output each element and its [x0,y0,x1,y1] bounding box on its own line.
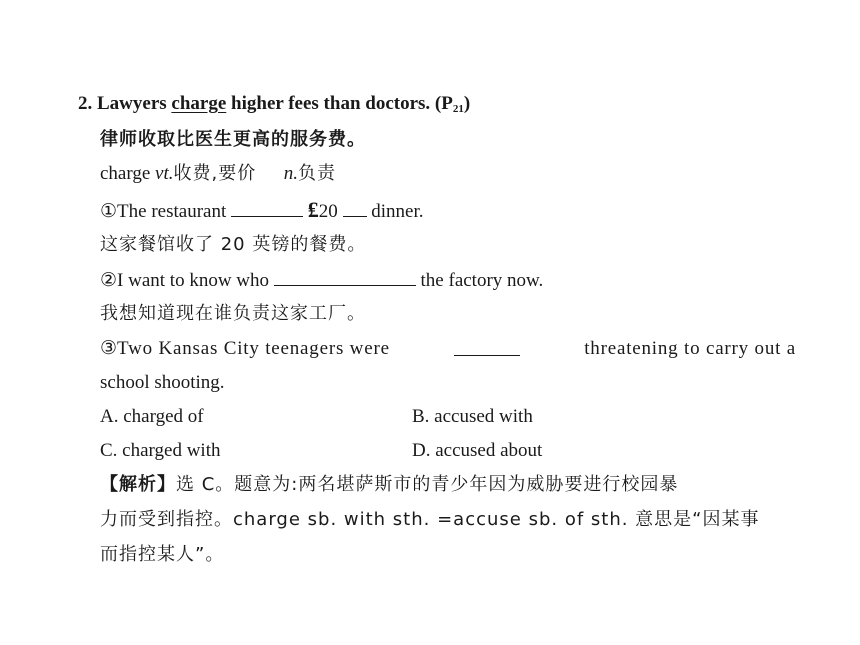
option-b[interactable]: B. accused with [412,406,533,427]
option-a[interactable]: A. charged of [100,406,204,427]
example-2 [100,267,543,293]
example-3 [100,337,796,361]
answer-blank[interactable] [343,198,367,217]
analysis-line-3: 而指控某人”。 [100,544,225,565]
example-1-translation: 这家餐馆收了 20 英镑的餐费。 [100,234,367,255]
option-d[interactable]: D. accused about [412,440,543,461]
currency-symbol: ₤ [307,197,319,222]
item-number: 2. [78,93,93,114]
analysis-line-2: 力而受到指控。charge sb. with sth. =accuse sb. of sth. 意思是“因某事 [100,509,760,530]
example-2-translation: 我想知道现在谁负责这家工厂。 [100,303,366,324]
example-1 [100,198,424,224]
analysis-label: 【解析】 [100,474,176,495]
item-sentence [78,92,470,121]
vocab-word: charge [100,163,151,184]
example-1-marker: ① [100,201,118,222]
page-reference: $(P_{21})$ [434,93,471,115]
example-3-part-a: ③Two Kansas City teenagers were [100,338,390,359]
example-2-marker: ② [100,270,118,291]
sentence-keyword: charge [171,93,227,114]
example-1-text-a: The restaurant [117,201,227,222]
vocab-pos2: n. [283,163,298,184]
answer-blank[interactable] [274,267,416,286]
sentence-after: higher fees than doctors. [231,93,431,114]
vocab-meaning1: 收费,要价 [173,163,257,184]
example-1-text-b: dinner. [371,201,424,222]
item-translation: 律师收取比医生更高的服务费。 [100,129,366,150]
example-3-marker: ③ [100,338,118,359]
option-c[interactable]: C. charged with [100,440,221,461]
example-3-part-b: threatening to carry out a [584,338,796,359]
example-2-text-a: I want to know who [117,270,270,291]
answer-blank[interactable] [231,198,303,217]
vocab-meaning2: 负责 [298,163,336,184]
sentence-before: Lawyers [97,93,167,114]
analysis-line-1: 【解析】选 C。题意为:两名堪萨斯市的青少年因为威胁要进行校园暴 [100,474,679,495]
example-2-text-b: the factory now. [420,270,544,291]
amount: 20 [318,201,338,222]
vocab-line [100,162,336,186]
vocab-pos1: vt. [155,163,174,184]
example-3-continued: school shooting. [100,372,225,393]
answer-blank[interactable] [454,337,520,356]
